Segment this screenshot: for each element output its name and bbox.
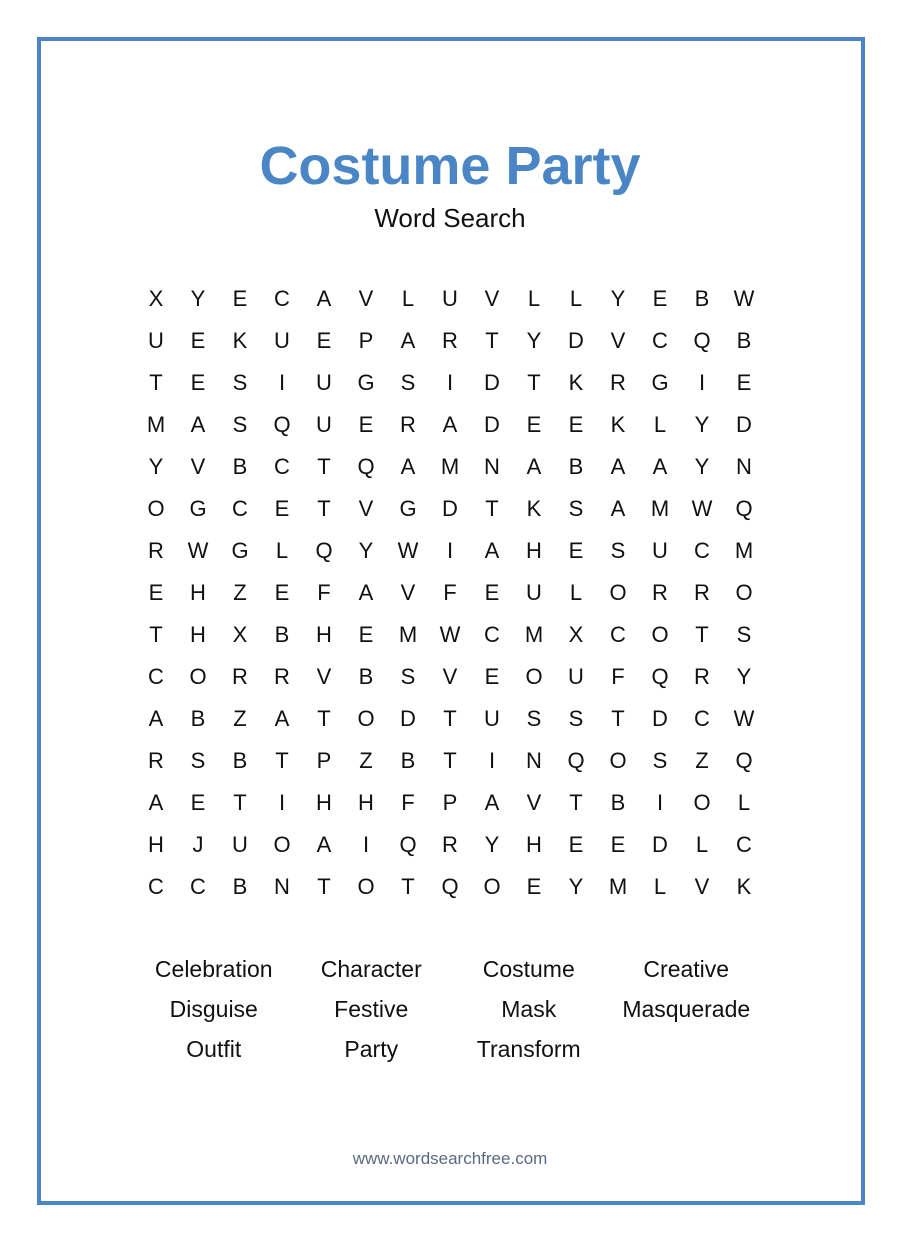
grid-cell[interactable]: T bbox=[695, 622, 709, 647]
grid-row bbox=[135, 826, 765, 868]
grid-cell[interactable]: A bbox=[610, 496, 626, 521]
grid-cell[interactable]: K bbox=[232, 328, 248, 353]
grid-cell[interactable]: F bbox=[317, 580, 331, 605]
grid-cell[interactable]: H bbox=[190, 622, 206, 647]
grid-cell[interactable]: T bbox=[317, 454, 331, 479]
grid-cell[interactable]: E bbox=[484, 580, 500, 605]
grid-cell[interactable]: T bbox=[443, 706, 457, 731]
grid-cell[interactable]: B bbox=[232, 874, 248, 899]
grid-cell[interactable]: I bbox=[446, 370, 454, 395]
grid-cell[interactable]: T bbox=[275, 748, 289, 773]
grid-cell[interactable]: O bbox=[735, 580, 753, 605]
grid-cell[interactable]: M bbox=[398, 622, 418, 647]
grid-cell[interactable]: O bbox=[357, 874, 375, 899]
grid-row bbox=[135, 616, 765, 658]
grid-cell[interactable]: C bbox=[274, 286, 290, 311]
grid-cell[interactable]: O bbox=[525, 664, 543, 689]
grid-cell[interactable]: Q bbox=[441, 874, 459, 899]
grid-cell[interactable]: E bbox=[316, 328, 332, 353]
grid-cell[interactable]: W bbox=[397, 538, 419, 563]
grid-cell[interactable]: F bbox=[611, 664, 625, 689]
grid-cell[interactable]: R bbox=[694, 580, 710, 605]
grid-cell[interactable]: O bbox=[609, 580, 627, 605]
grid-cell[interactable]: R bbox=[652, 580, 668, 605]
grid-cell[interactable]: R bbox=[274, 664, 290, 689]
grid-row bbox=[135, 742, 765, 784]
grid-cell[interactable]: A bbox=[148, 790, 164, 815]
grid-cell[interactable]: A bbox=[400, 454, 416, 479]
grid-cell[interactable]: E bbox=[190, 370, 206, 395]
grid-cell[interactable]: D bbox=[736, 412, 752, 437]
grid-cell[interactable]: H bbox=[526, 538, 542, 563]
grid-row bbox=[135, 784, 765, 826]
grid-cell[interactable]: C bbox=[232, 496, 248, 521]
grid-cell[interactable]: V bbox=[610, 328, 626, 353]
grid-cell[interactable]: M bbox=[524, 622, 544, 647]
grid-cell[interactable]: Y bbox=[568, 874, 584, 899]
grid-cell[interactable]: U bbox=[232, 832, 248, 857]
word-list-item: Costume bbox=[482, 956, 575, 982]
grid-cell[interactable]: H bbox=[316, 622, 332, 647]
grid-cell[interactable]: Q bbox=[735, 496, 753, 521]
grid-cell[interactable]: R bbox=[442, 328, 458, 353]
grid-cell[interactable]: M bbox=[608, 874, 628, 899]
grid-cell[interactable]: F bbox=[401, 790, 415, 815]
grid-cell[interactable]: K bbox=[526, 496, 542, 521]
word-list-item: Disguise bbox=[169, 996, 258, 1022]
grid-cell[interactable]: K bbox=[610, 412, 626, 437]
grid-cell[interactable]: D bbox=[484, 370, 500, 395]
grid-cell[interactable]: Q bbox=[399, 832, 417, 857]
grid-cell[interactable]: B bbox=[358, 664, 374, 689]
grid-cell[interactable]: A bbox=[610, 454, 626, 479]
grid-cell[interactable]: R bbox=[442, 832, 458, 857]
grid-cell[interactable]: U bbox=[652, 538, 668, 563]
grid-cell[interactable]: A bbox=[190, 412, 206, 437]
grid-cell[interactable]: T bbox=[485, 328, 499, 353]
grid-cell[interactable]: V bbox=[526, 790, 542, 815]
grid-cell[interactable]: E bbox=[148, 580, 164, 605]
grid-cell[interactable]: H bbox=[526, 832, 542, 857]
grid-cell[interactable]: R bbox=[148, 748, 164, 773]
grid-cell[interactable]: S bbox=[568, 706, 584, 731]
grid-cell[interactable]: O bbox=[483, 874, 501, 899]
grid-cell[interactable]: C bbox=[148, 664, 164, 689]
grid-cell[interactable]: T bbox=[569, 790, 583, 815]
grid-cell[interactable]: T bbox=[317, 496, 331, 521]
grid-row bbox=[135, 490, 765, 532]
grid-cell[interactable]: T bbox=[401, 874, 415, 899]
grid-cell[interactable]: E bbox=[190, 790, 206, 815]
grid-cell[interactable]: A bbox=[316, 832, 332, 857]
grid-cell[interactable]: L bbox=[695, 832, 709, 857]
grid-cell[interactable]: M bbox=[650, 496, 670, 521]
grid-cell[interactable]: L bbox=[527, 286, 541, 311]
grid-cell[interactable]: F bbox=[443, 580, 457, 605]
grid-cell[interactable]: J bbox=[192, 832, 204, 857]
grid-cell[interactable]: H bbox=[358, 790, 374, 815]
grid-cell[interactable]: E bbox=[358, 622, 374, 647]
grid-cell[interactable]: K bbox=[736, 874, 752, 899]
grid-cell[interactable]: B bbox=[400, 748, 416, 773]
grid-cell[interactable]: Q bbox=[693, 328, 711, 353]
grid-cell[interactable]: Y bbox=[736, 664, 752, 689]
grid-cell[interactable]: G bbox=[399, 496, 417, 521]
grid-cell[interactable]: U bbox=[316, 370, 332, 395]
grid-cell[interactable]: T bbox=[611, 706, 625, 731]
grid-cell[interactable]: N bbox=[736, 454, 752, 479]
grid-cell[interactable]: B bbox=[736, 328, 752, 353]
grid-cell[interactable]: C bbox=[694, 538, 710, 563]
grid-cell[interactable]: O bbox=[147, 496, 165, 521]
grid-cell[interactable]: A bbox=[526, 454, 542, 479]
grid-cell[interactable]: D bbox=[484, 412, 500, 437]
grid-cell[interactable]: T bbox=[527, 370, 541, 395]
grid-cell[interactable]: L bbox=[401, 286, 415, 311]
grid-cell[interactable]: X bbox=[568, 622, 584, 647]
grid-cell[interactable]: Y bbox=[358, 538, 374, 563]
grid-cell[interactable]: W bbox=[733, 286, 755, 311]
grid-cell[interactable]: A bbox=[484, 538, 500, 563]
grid-cell[interactable]: O bbox=[651, 622, 669, 647]
grid-cell[interactable]: E bbox=[484, 664, 500, 689]
grid-cell[interactable]: V bbox=[190, 454, 206, 479]
grid-cell[interactable]: C bbox=[274, 454, 290, 479]
grid-cell[interactable]: G bbox=[357, 370, 375, 395]
grid-cell[interactable]: A bbox=[316, 286, 332, 311]
grid-cell[interactable]: T bbox=[317, 706, 331, 731]
grid-cell[interactable]: S bbox=[400, 370, 416, 395]
grid-cell[interactable]: E bbox=[652, 286, 668, 311]
grid-cell[interactable]: S bbox=[232, 370, 248, 395]
word-list-item: Festive bbox=[334, 996, 409, 1022]
grid-cell[interactable]: P bbox=[316, 748, 332, 773]
grid-cell[interactable]: M bbox=[734, 538, 754, 563]
grid-row bbox=[135, 574, 765, 616]
word-list-item: Outfit bbox=[186, 1036, 242, 1062]
grid-cell[interactable]: E bbox=[736, 370, 752, 395]
grid-row bbox=[135, 868, 765, 910]
grid-cell[interactable]: L bbox=[275, 538, 289, 563]
grid-cell[interactable]: S bbox=[652, 748, 668, 773]
grid-cell[interactable]: E bbox=[190, 328, 206, 353]
grid-cell[interactable]: A bbox=[358, 580, 374, 605]
grid-cell[interactable]: M bbox=[440, 454, 460, 479]
grid-cell[interactable]: Q bbox=[357, 454, 375, 479]
grid-cell[interactable]: E bbox=[232, 286, 248, 311]
word-list-item: Transform bbox=[476, 1036, 581, 1062]
grid-cell[interactable]: Q bbox=[735, 748, 753, 773]
grid-cell[interactable]: B bbox=[274, 622, 290, 647]
grid-cell[interactable]: E bbox=[568, 832, 584, 857]
grid-cell[interactable]: L bbox=[737, 790, 751, 815]
grid-cell[interactable]: C bbox=[148, 874, 164, 899]
grid-cell[interactable]: S bbox=[526, 706, 542, 731]
page-title: Costume Party bbox=[259, 136, 641, 196]
grid-cell[interactable]: I bbox=[446, 538, 454, 563]
grid-cell[interactable]: V bbox=[358, 286, 374, 311]
grid-cell[interactable]: W bbox=[733, 706, 755, 731]
grid-cell[interactable]: B bbox=[232, 748, 248, 773]
grid-cell[interactable]: S bbox=[400, 664, 416, 689]
grid-cell[interactable]: Q bbox=[567, 748, 585, 773]
grid-cell[interactable]: T bbox=[149, 370, 163, 395]
grid-cell[interactable]: K bbox=[568, 370, 584, 395]
grid-cell[interactable]: E bbox=[274, 580, 290, 605]
grid-cell[interactable]: S bbox=[190, 748, 206, 773]
grid-cell[interactable]: A bbox=[400, 328, 416, 353]
grid-cell[interactable]: U bbox=[274, 328, 290, 353]
grid-cell[interactable]: Z bbox=[359, 748, 373, 773]
word-list-item: Character bbox=[320, 956, 422, 982]
grid-cell[interactable]: I bbox=[698, 370, 706, 395]
grid-cell[interactable]: L bbox=[653, 412, 667, 437]
grid-cell[interactable]: P bbox=[442, 790, 458, 815]
grid-cell[interactable]: E bbox=[568, 538, 584, 563]
grid-cell[interactable]: Z bbox=[695, 748, 709, 773]
grid-cell[interactable]: I bbox=[278, 790, 286, 815]
grid-cell[interactable]: L bbox=[569, 286, 583, 311]
grid-cell[interactable]: B bbox=[232, 454, 248, 479]
grid-cell[interactable]: O bbox=[609, 748, 627, 773]
grid-cell[interactable]: H bbox=[316, 790, 332, 815]
grid-cell[interactable]: Z bbox=[233, 580, 247, 605]
word-list bbox=[135, 952, 765, 1072]
grid-cell[interactable]: Y bbox=[694, 454, 710, 479]
grid-cell[interactable]: E bbox=[526, 874, 542, 899]
grid-row bbox=[135, 364, 765, 406]
grid-cell[interactable]: C bbox=[610, 622, 626, 647]
grid-cell[interactable]: B bbox=[568, 454, 584, 479]
grid-cell[interactable]: T bbox=[233, 790, 247, 815]
grid-cell[interactable]: A bbox=[484, 790, 500, 815]
grid-cell[interactable]: N bbox=[526, 748, 542, 773]
grid-cell[interactable]: I bbox=[278, 370, 286, 395]
grid-cell[interactable]: U bbox=[526, 580, 542, 605]
word-list-item: Masquerade bbox=[622, 996, 751, 1022]
grid-cell[interactable]: W bbox=[187, 538, 209, 563]
word-list-item: Mask bbox=[501, 996, 557, 1022]
grid-cell[interactable]: Q bbox=[273, 412, 291, 437]
word-list-item: Creative bbox=[643, 956, 730, 982]
grid-cell[interactable]: V bbox=[442, 664, 458, 689]
grid-cell[interactable]: U bbox=[148, 328, 164, 353]
grid-cell[interactable]: V bbox=[400, 580, 416, 605]
grid-cell[interactable]: G bbox=[651, 370, 669, 395]
grid-cell[interactable]: C bbox=[652, 328, 668, 353]
grid-cell[interactable]: B bbox=[610, 790, 626, 815]
grid-cell[interactable]: S bbox=[232, 412, 248, 437]
grid-cell[interactable]: O bbox=[273, 832, 291, 857]
grid-cell[interactable]: C bbox=[190, 874, 206, 899]
grid-cell[interactable]: R bbox=[400, 412, 416, 437]
grid-cell[interactable]: X bbox=[232, 622, 248, 647]
grid-cell[interactable]: C bbox=[694, 706, 710, 731]
grid-cell[interactable]: D bbox=[652, 832, 668, 857]
grid-cell[interactable]: C bbox=[736, 832, 752, 857]
grid-cell[interactable]: W bbox=[691, 496, 713, 521]
grid-cell[interactable]: T bbox=[443, 748, 457, 773]
grid-cell[interactable]: M bbox=[146, 412, 166, 437]
grid-cell[interactable]: V bbox=[316, 664, 332, 689]
grid-row bbox=[135, 322, 765, 364]
grid-cell[interactable]: V bbox=[694, 874, 710, 899]
grid-cell[interactable]: Y bbox=[526, 328, 542, 353]
grid-cell[interactable]: I bbox=[488, 748, 496, 773]
grid-cell[interactable]: T bbox=[317, 874, 331, 899]
word-list-item: Celebration bbox=[154, 956, 273, 982]
grid-row bbox=[135, 532, 765, 574]
grid-cell[interactable]: B bbox=[694, 286, 710, 311]
grid-cell[interactable]: S bbox=[568, 496, 584, 521]
letter-grid bbox=[135, 280, 765, 910]
footer-url: www.wordsearchfree.com bbox=[352, 1149, 548, 1168]
grid-cell[interactable]: R bbox=[148, 538, 164, 563]
grid-row bbox=[135, 448, 765, 490]
grid-cell[interactable]: Y bbox=[694, 412, 710, 437]
grid-cell[interactable]: N bbox=[484, 454, 500, 479]
grid-cell[interactable]: L bbox=[653, 874, 667, 899]
page-subtitle: Word Search bbox=[374, 203, 526, 233]
grid-cell[interactable]: S bbox=[610, 538, 626, 563]
grid-cell[interactable]: R bbox=[610, 370, 626, 395]
grid-cell[interactable]: H bbox=[148, 832, 164, 857]
grid-row bbox=[135, 280, 765, 322]
grid-cell[interactable]: T bbox=[485, 496, 499, 521]
grid-cell[interactable]: D bbox=[568, 328, 584, 353]
grid-cell[interactable]: G bbox=[189, 496, 207, 521]
grid-row bbox=[135, 700, 765, 742]
grid-cell[interactable]: Q bbox=[315, 538, 333, 563]
grid-cell[interactable]: U bbox=[484, 706, 500, 731]
grid-cell[interactable]: N bbox=[274, 874, 290, 899]
grid-row bbox=[135, 658, 765, 700]
grid-cell[interactable]: Z bbox=[233, 706, 247, 731]
grid-cell[interactable]: S bbox=[736, 622, 752, 647]
grid-cell[interactable]: G bbox=[231, 538, 249, 563]
word-list-item: Party bbox=[344, 1036, 399, 1062]
grid-cell[interactable]: L bbox=[569, 580, 583, 605]
grid-cell[interactable]: H bbox=[190, 580, 206, 605]
grid-cell[interactable]: R bbox=[232, 664, 248, 689]
grid-cell[interactable]: Y bbox=[610, 286, 626, 311]
grid-cell[interactable]: O bbox=[693, 790, 711, 815]
grid-cell[interactable]: R bbox=[694, 664, 710, 689]
grid-cell[interactable]: Y bbox=[190, 286, 206, 311]
grid-cell[interactable]: B bbox=[190, 706, 206, 731]
grid-cell[interactable]: V bbox=[484, 286, 500, 311]
grid-cell[interactable]: Y bbox=[148, 454, 164, 479]
grid-cell[interactable]: A bbox=[274, 706, 290, 731]
grid-cell[interactable]: Q bbox=[651, 664, 669, 689]
grid-cell[interactable]: E bbox=[358, 412, 374, 437]
grid-cell[interactable]: C bbox=[484, 622, 500, 647]
grid-cell[interactable]: O bbox=[189, 664, 207, 689]
grid-cell[interactable]: I bbox=[656, 790, 664, 815]
grid-cell[interactable]: X bbox=[148, 286, 164, 311]
grid-row bbox=[135, 406, 765, 448]
grid-cell[interactable]: E bbox=[526, 412, 542, 437]
grid-cell[interactable]: E bbox=[610, 832, 626, 857]
grid-cell[interactable]: U bbox=[442, 286, 458, 311]
grid-cell[interactable]: P bbox=[358, 328, 374, 353]
grid-cell[interactable]: W bbox=[439, 622, 461, 647]
grid-cell[interactable]: O bbox=[357, 706, 375, 731]
grid-cell[interactable]: E bbox=[274, 496, 290, 521]
grid-cell[interactable]: V bbox=[358, 496, 374, 521]
grid-cell[interactable]: I bbox=[362, 832, 370, 857]
grid-cell[interactable]: A bbox=[148, 706, 164, 731]
grid-cell[interactable]: D bbox=[652, 706, 668, 731]
grid-cell[interactable]: U bbox=[568, 664, 584, 689]
grid-cell[interactable]: A bbox=[442, 412, 458, 437]
grid-cell[interactable]: D bbox=[400, 706, 416, 731]
grid-cell[interactable]: U bbox=[316, 412, 332, 437]
grid-cell[interactable]: T bbox=[149, 622, 163, 647]
grid-cell[interactable]: Y bbox=[484, 832, 500, 857]
grid-cell[interactable]: E bbox=[568, 412, 584, 437]
grid-cell[interactable]: D bbox=[442, 496, 458, 521]
grid-cell[interactable]: A bbox=[652, 454, 668, 479]
